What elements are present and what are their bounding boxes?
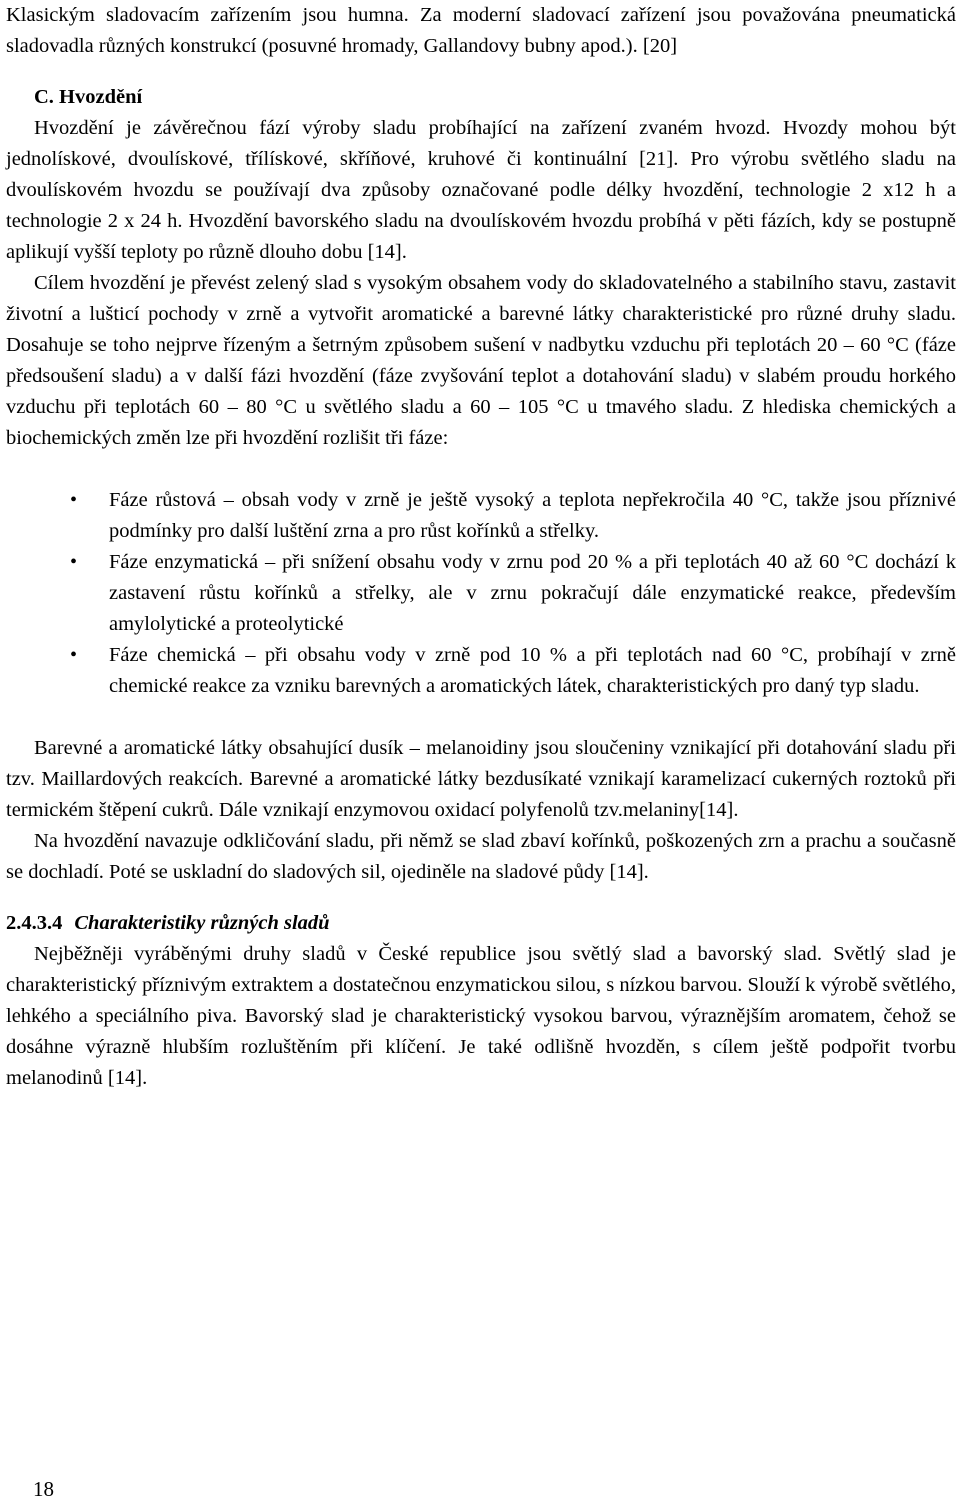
section-c-paragraph-3: Barevné a aromatické látky obsahující dusík – melanoidiny jsou sloučeniny vznikající při dotahování sladu při tzv. Maillardových reakcích. Barevné a aromatické látky bezdusíkaté vznikají karamelizací cukerných roztoků při termickém štěpení cukrů. Dále vznikají enzymovou oxidací polyfenolů tzv.melaniny[14]. [6,737,956,821]
bullet-icon: • [70,644,78,666]
subsection-heading [6,908,956,939]
section-c-paragraph-2: Cílem hvozdění je převést zelený slad s vysokým obsahem vody do skladovatelného a stabilního stavu, zastavit životní a lušticí pochody v zrně a vytvořit aromatické a barevné látky charakteristické pro různé druhy sladu. Dosahuje se toho nejprve řízeným a šetrným způsobem sušení v nadbytku vzduchu při teplotách 20 – 60 °C (fáze předsoušení sladu) a v další fázi hvozdění (fáze zvyšování teplot a dotahování sladu) v slabém proudu horkého vzduchu při teplotách 60 – 80 °C u světlého sladu a 60 – 105 °C u tmavého sladu. Z hlediska chemických a biochemických změn lze při hvozdění rozlišit tři fáze: [6,272,956,449]
section-c-paragraph-4: Na hvozdění navazuje odkličování sladu, při němž se slad zbaví kořínků, poškozených zrn a prachu a současně se dochladí. Poté se uskladní do sladových sil, ojediněle na sladové půdy [14]. [6,830,956,883]
spacer [6,702,956,733]
phase-text: Fáze chemická – při obsahu vody v zrně pod 10 % a při teplotách nad 60 °C, probíhají v zrně chemické reakce za vzniku barevných a aromatických látek, charakteristických pro daný typ sladu. [109,644,956,697]
bullet-icon: • [70,489,78,511]
spacer [6,454,956,485]
phase-list-item [6,485,956,547]
phase-list-item [6,547,956,640]
spacer [6,888,956,908]
phase-text: Fáze enzymatická – při snížení obsahu vody v zrnu pod 20 % a při teplotách 40 až 60 °C dochází k zastavení růstu kořínků a střelky, ale v zrnu pokračují dále enzymatické reakce, především amylolytické a proteolytické [109,551,956,635]
phase-text: Fáze růstová – obsah vody v zrně je ještě vysoký a teplota nepřekročila 40 °C, takže jsou příznivé podmínky pro další luštění zrna a pro růst kořínků a střelky. [109,489,956,542]
intro-paragraph: Klasickým sladovacím zařízením jsou humna. Za moderní sladovací zařízení jsou považována pneumatická sladovadla různých konstrukcí (posuvné hromady, Gallandovy bubny apod.). [20] [6,4,956,57]
page-number: 18 [33,1477,54,1501]
section-c-paragraph-1: Hvozdění je závěrečnou fází výroby sladu probíhající na zařízení zvaném hvozd. Hvozdy mohou být jednolískové, dvoulískové, třílískové, skříňové, kruhové či kontinuální [21]. Pro výrobu světlého sladu na dvoulískovém hvozdu se používají dva způsoby označované podle délky hvozdění, technologie 2 x12 h a technologie 2 x 24 h. Hvozdění bavorského sladu na dvoulískovém hvozdu probíhá v pěti fázích, kdy se postupně aplikují vyšší teploty po různě dlouho dobu [14]. [6,117,956,263]
subsection-paragraph: Nejběžněji vyráběnými druhy sladů v České republice jsou světlý slad a bavorský slad. Světlý slad je charakteristický příznivým extraktem a dostatečnou enzymatickou silou, s nízkou barvou. Slouží k výrobě světlého, lehkého a speciálního piva. Bavorský slad je charakteristický vysokou barvou, výraznějším aromatem, čehož se dosáhne výrazně hlubším rozluštěním při klíčení. Je také odlišně hvozděn, s cílem ještě podpořit tvorbu melanodinů [14]. [6,943,956,1089]
subsection-number: 2.4.3.4 [6,912,63,934]
section-c-heading: C. Hvozdění [34,86,143,108]
phase-list [6,485,956,702]
document-page [6,0,956,1094]
bullet-icon: • [70,551,78,573]
subsection-title: Charakteristiky různých sladů [74,912,330,934]
spacer [6,62,956,82]
phase-list-item [6,640,956,702]
